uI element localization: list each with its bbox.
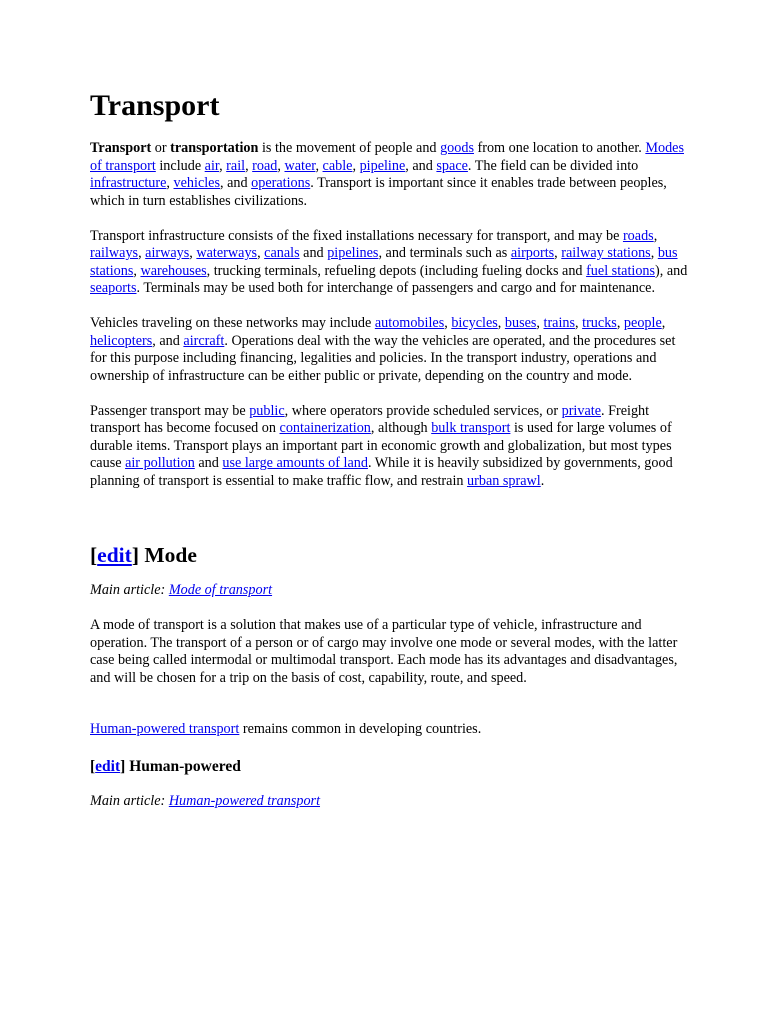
text: and [299,245,328,261]
page-title: Transport [90,89,220,122]
link-warehouses[interactable]: warehouses [140,262,207,279]
text: , [653,227,658,244]
link-buses[interactable]: buses [504,315,537,331]
link-air-pollution[interactable]: air pollution [125,455,195,471]
text: is the movement of people and [258,140,441,156]
text: , and [220,175,252,191]
link-canals[interactable]: canals [264,245,300,261]
link-water[interactable]: water [284,157,316,174]
link-air[interactable]: air [204,157,220,174]
link-fuel-stations[interactable]: fuel stations [586,262,656,279]
link-road[interactable]: road [252,157,278,174]
text: , [554,245,562,261]
text: , [536,315,544,331]
bracket: ] [131,543,139,567]
text: , [650,245,658,261]
intro-paragraph [90,140,690,210]
link-automobiles[interactable]: automobiles [374,315,445,331]
link-railway-stations[interactable]: railway stations [561,245,651,261]
text: from one location to another. [473,140,646,156]
edit-link-human-powered[interactable]: edit [95,757,121,775]
link-trucks[interactable]: trucks [582,315,617,331]
link-airports[interactable]: airports [510,245,555,261]
bracket: [ [90,543,98,567]
link-human-powered-transport[interactable]: Human-powered transport [90,721,240,737]
link-people[interactable]: people [623,315,662,331]
text: , and [405,157,437,174]
link-modes-of-transport[interactable]: Modes of transport [90,140,684,174]
text: , and [152,332,184,349]
text: , [133,262,141,279]
link-airways[interactable]: airways [145,245,190,261]
text: . [540,472,545,489]
article-content [90,88,690,828]
text: . Terminals may be used both for interchange of passengers and cargo and for maintenance. [136,280,656,296]
link-urban-sprawl[interactable]: urban sprawl [467,472,541,489]
text: , [245,157,253,174]
text: Passenger transport may be [90,402,250,419]
link-seaports[interactable]: seaports [90,280,137,296]
link-operations[interactable]: operations [251,175,311,191]
link-rail[interactable]: rail [226,157,246,174]
text: , where operators provide scheduled services, or [284,402,562,419]
link-human-powered-transport-main[interactable]: Human-powered transport [168,792,321,809]
text: , [352,157,360,174]
passenger-paragraph [90,403,690,491]
text: , [219,157,227,174]
text: . The field can be divided into [467,157,639,174]
text: or [151,140,171,156]
text: include [155,157,205,174]
section-title: Mode [138,543,197,567]
link-vehicles[interactable]: vehicles [173,175,220,191]
text: , [444,315,452,331]
link-pipelines[interactable]: pipelines [327,245,379,261]
link-mode-of-transport[interactable]: Mode of transport [168,582,273,598]
text: , although [370,420,432,436]
link-cable[interactable]: cable [322,157,353,174]
link-public[interactable]: public [249,402,285,419]
link-roads[interactable]: roads [622,227,654,244]
link-infrastructure[interactable]: infrastructure [90,175,167,191]
text: , [257,245,265,261]
text: ), and [655,262,688,279]
text: , [497,315,505,331]
link-trains[interactable]: trains [543,315,576,331]
vehicles-paragraph [90,315,690,385]
text: . Transport is important since it enables trade between peoples, which in turn establishes civilizations. [90,175,667,209]
text: , [315,157,323,174]
section-heading-mode [90,542,690,568]
text: . Freight transport has become focused on [90,402,650,436]
image-caption [90,721,690,739]
link-bicycles[interactable]: bicycles [451,315,498,331]
text: , [616,315,624,331]
main-article-prefix: Main article: [90,582,169,598]
link-goods[interactable]: goods [440,140,474,156]
text: . While it is heavily subsidized by governments, good planning of transport is essential to make traffic flow, and restrain [90,455,673,489]
section-heading-human-powered [90,757,690,777]
text: , [277,157,285,174]
text: , [189,245,197,261]
edit-link-mode[interactable]: edit [97,543,132,567]
text: . Operations deal with the way the vehicles are operated, and the procedures set for this purpose including financing, legalities and policies. In the transport industry, operations and ownership of infrastructure can be either public or private, depending on the country and mode. [90,332,676,384]
section-title: Human-powered [125,757,241,775]
link-private[interactable]: private [561,402,601,419]
text: , and terminals such as [378,245,511,261]
bold-term: transportation [170,140,259,156]
link-bulk-transport[interactable]: bulk transport [431,420,511,436]
link-bus-stations[interactable]: bus stations [90,245,678,279]
main-article-note-mode [90,582,690,600]
link-aircraft[interactable]: aircraft [183,332,225,349]
mode-paragraph: A mode of transport is a solution that makes use of a particular type of vehicle, infrastructure and operation. The transport of a person or of cargo may involve one mode or several modes, with the latter case being called intermodal or multimodal transport. Each mode has its advantages and disadvantages, and will be chosen for a trip on the basis of cost, capability, route, and speed. [90,617,678,686]
main-article-note-human-powered [90,793,690,811]
bold-term: Transport [90,140,152,156]
link-helicopters[interactable]: helicopters [90,332,153,349]
link-pipeline[interactable]: pipeline [359,157,406,174]
text: , trucking terminals, refueling depots (including fueling docks and [206,262,587,279]
infrastructure-paragraph [90,228,690,298]
link-containerization[interactable]: containerization [279,420,371,436]
bracket: ] [120,757,126,775]
text: , [166,175,174,191]
link-waterways[interactable]: waterways [196,245,258,261]
text: Transport infrastructure consists of the fixed installations necessary for transport, and may be [90,227,623,244]
bracket: [ [90,757,96,775]
link-use-large-amounts-of-land[interactable]: use large amounts of land [222,455,368,471]
main-article-prefix: Main article: [90,792,169,809]
link-space[interactable]: space [436,157,468,174]
text: remains common in developing countries. [239,721,482,737]
text: , [575,315,583,331]
text: is used for large volumes of durable items. Transport plays an important part in economic growth and globalization, but most types cause [90,420,672,471]
text: Vehicles traveling on these networks may include [90,315,375,331]
text: , [661,315,666,331]
text: , [138,245,146,261]
link-railways[interactable]: railways [90,245,139,261]
text: and [194,455,223,471]
